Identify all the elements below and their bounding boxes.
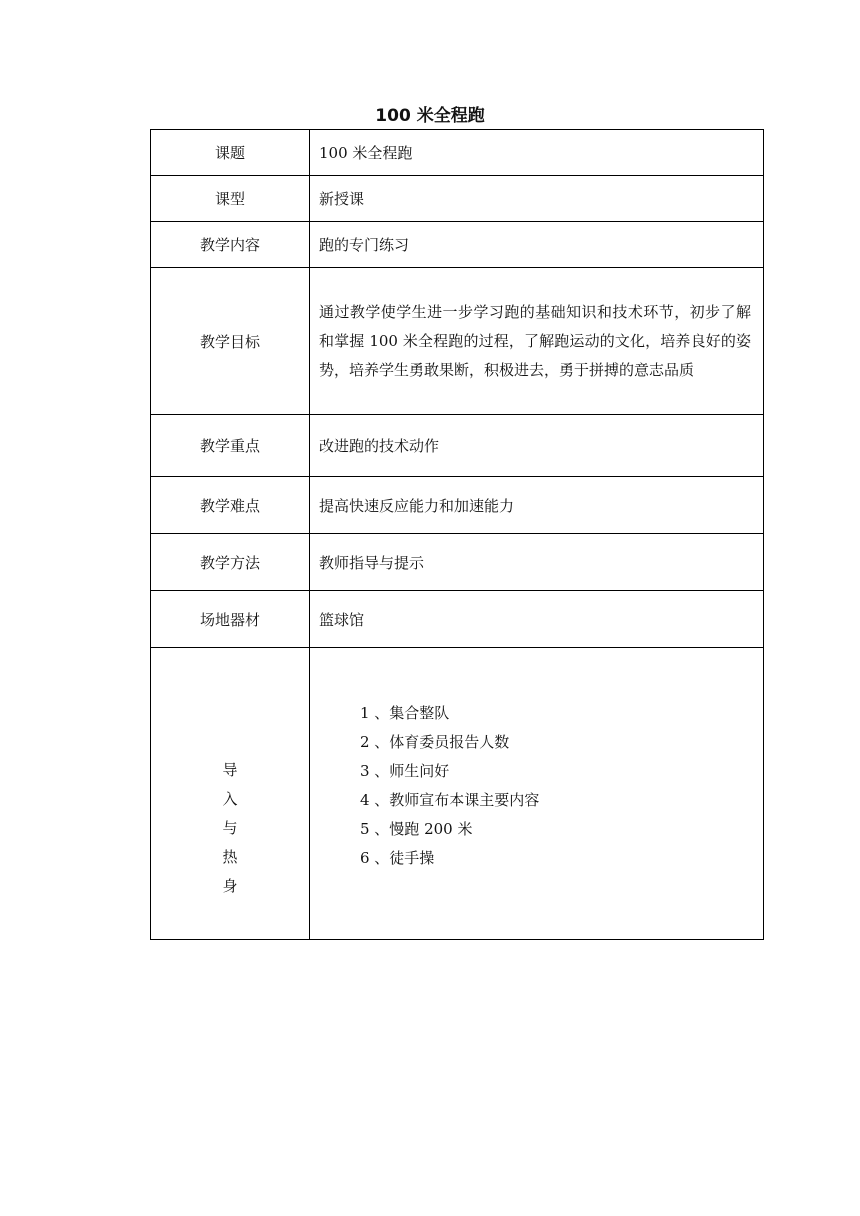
row-value-objective	[310, 268, 764, 415]
list-item: 3 、师生问好	[360, 761, 450, 780]
row-value-key-point: 改进跑的技术动作	[310, 415, 764, 477]
row-label-key-point: 教学重点	[151, 415, 310, 477]
table-row-lesson-type	[151, 176, 764, 222]
warmup-label-char: 与	[222, 819, 238, 837]
row-value-venue: 篮球馆	[310, 591, 764, 648]
row-label-method: 教学方法	[151, 534, 310, 591]
document-title: 100 米全程跑	[375, 106, 485, 126]
objective-text: 通过教学使学生进一步学习跑的基础知识和技术环节，初步了解和掌握 100 米全程跑的过程，了解跑运动的文化，培养良好的姿势，培养学生勇敢果断，积极进去，勇于拼搏的意志品质	[319, 302, 751, 379]
row-label-topic: 课题	[151, 130, 310, 176]
list-item: 5 、慢跑 200 米	[360, 819, 473, 838]
row-label-difficulty: 教学难点	[151, 477, 310, 534]
table-row-difficulty	[151, 477, 764, 534]
list-item: 2 、体育委员报告人数	[360, 732, 510, 751]
warmup-label-char: 导	[222, 761, 238, 779]
row-value-difficulty: 提高快速反应能力和加速能力	[310, 477, 764, 534]
row-label-venue: 场地器材	[151, 591, 310, 648]
table-row-warmup	[151, 648, 764, 940]
row-value-warmup	[310, 648, 764, 940]
list-item: 6 、徒手操	[360, 848, 435, 867]
row-label-warmup	[151, 648, 310, 940]
row-value-topic: 100 米全程跑	[310, 130, 764, 176]
row-label-lesson-type: 课型	[151, 176, 310, 222]
list-item: 4 、教师宣布本课主要内容	[360, 790, 540, 809]
row-value-method: 教师指导与提示	[310, 534, 764, 591]
warmup-label-char: 入	[222, 790, 238, 808]
row-value-content: 跑的专门练习	[310, 222, 764, 268]
lesson-plan-table	[150, 129, 764, 940]
row-label-objective: 教学目标	[151, 268, 310, 415]
row-label-content: 教学内容	[151, 222, 310, 268]
table-row-key-point	[151, 415, 764, 477]
warmup-label-char: 热	[222, 848, 238, 866]
warmup-label-char: 身	[222, 877, 238, 895]
warmup-list	[319, 699, 751, 873]
table-row-venue	[151, 591, 764, 648]
table-row-topic	[151, 130, 764, 176]
row-value-lesson-type: 新授课	[310, 176, 764, 222]
table-row-objective	[151, 268, 764, 415]
warmup-vertical-label	[151, 756, 309, 901]
table-row-content	[151, 222, 764, 268]
list-item: 1 、集合整队	[360, 703, 450, 722]
table-row-method	[151, 534, 764, 591]
